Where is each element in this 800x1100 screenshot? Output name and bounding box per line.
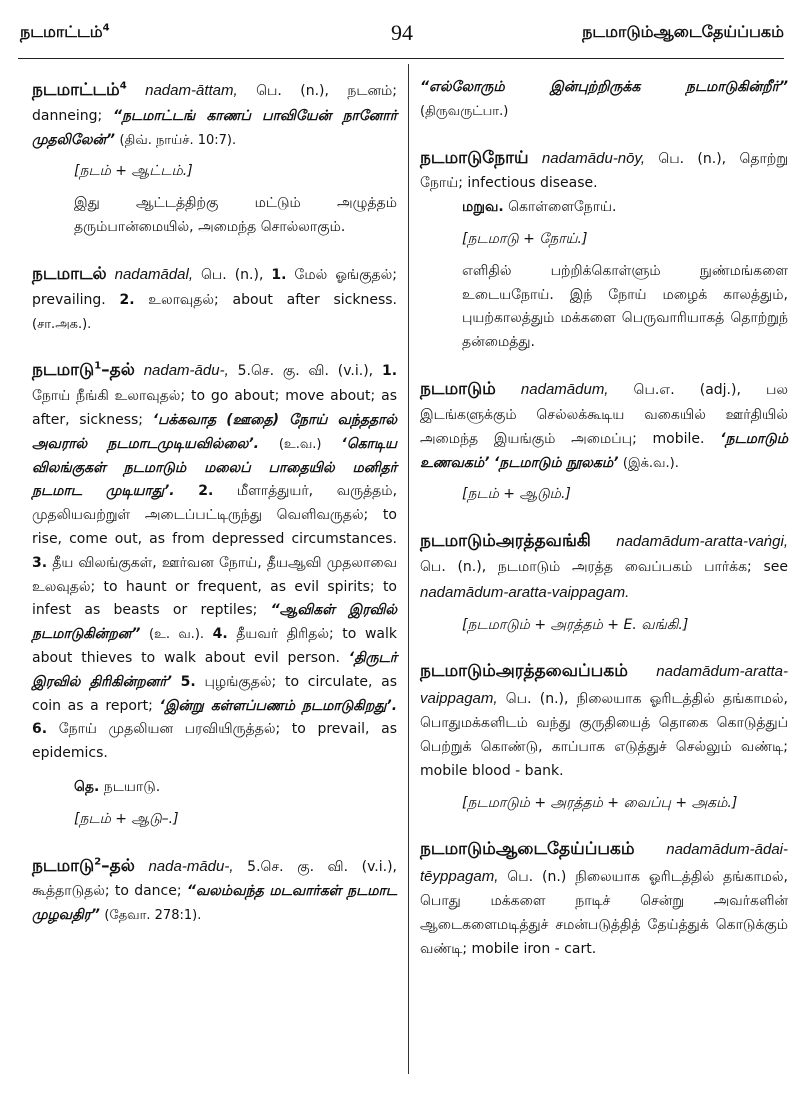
entry-nadamadum-adaiteyppagam <box>420 835 788 961</box>
sense-number: 1. <box>271 266 287 283</box>
citation-source: (திருவருட்பா.) <box>420 103 509 119</box>
gloss: பல இடங்களுக்கும் செல்லக்கூடிய வகையில் ஊர்தியில் அமைந்த இயங்கும் அமைப்பு; mobile. <box>420 382 789 447</box>
usage-note: இது ஆட்டத்திற்கு மட்டும் அழுத்தம் தரும்பான்மையில், அமைந்த சொல்லாகும். <box>74 195 397 236</box>
headword <box>32 360 135 380</box>
transliteration: nadamādum-ādai-tēyppagam, <box>420 841 788 886</box>
headword: நடமாடும்அரத்தவைப்பகம் <box>420 661 628 682</box>
sense-number: 2. <box>119 291 135 308</box>
etymology: [நடம் + ஆடு–.] <box>74 810 179 827</box>
sense-text: புழங்குதல்; to circulate, as coin as a report; <box>32 673 398 714</box>
citation-source: (இக்.வ.). <box>622 455 679 471</box>
citation: ‘நடமாடும் நூலகம்’ <box>493 454 619 471</box>
header-rule <box>18 58 784 59</box>
headword: நடமாடும் <box>420 379 496 400</box>
homonym-number: 2 <box>94 855 102 867</box>
headword-suffix: –தல் <box>101 360 135 381</box>
citation: “வலம்வந்த மடவார்கள் நடமாட முழவதிர” <box>32 883 398 924</box>
part-of-speech: பெ.எ. (adj.), <box>633 382 741 399</box>
citation-source: (சா.அக.). <box>32 316 92 332</box>
headword <box>32 80 127 100</box>
synonym <box>462 196 788 220</box>
sense-text: மீளாத்துயர், வருத்தம், முதலியவற்றுள் அடைப்பட்டிருந்து வெளிவருதல்; to rise, come out, as from depressed circumstances. <box>32 483 398 548</box>
gloss: நிலையாக ஓரிடத்தில் தங்காமல், பொதுமக்களிடம் வந்து குருதியைத் தொகை கொடுத்துப் பெற்றுக் கொண்டு, காப்பாக எடுத்துச் செல்லும் வண்டி; mobile blood - bank. <box>420 691 788 779</box>
entry-nadamadum-arattavaippagam <box>420 657 788 815</box>
sense-text: நோய் நீங்கி உலாவுதல்; to go about; move about; as after, sickness; <box>32 388 397 429</box>
part-of-speech: 5.செ. கு. வி. (v.i.), <box>237 363 374 380</box>
gloss: நடனம்; danneing; <box>32 83 398 124</box>
sense-text: தீயவர் திரிதல்; to walk about thieves to walk about evil person. <box>32 626 397 667</box>
column-divider <box>408 64 409 1074</box>
part-of-speech: பெ. (n.), <box>505 691 569 708</box>
cross-reference: nadamādum-aratta-vaippagam. <box>420 583 630 601</box>
etymology: [நடமாடும் + அரத்தம் + வைப்பு + அகம்.] <box>462 794 738 811</box>
usage-note: எளிதில் பற்றிக்கொள்ளும் நுண்மங்களை உடையநோய். இந் நோய் மழைக் காலத்தும், புயற்காலத்தும் மக்களை பெருவாரியாகத் தொற்றுந் தன்மைத்து. <box>462 262 788 351</box>
citation: ‘பக்கவாத (ஊதை) நோய் வந்ததால் அவரால் நடமாடமுடியவில்லை’. <box>32 412 397 452</box>
headword-suffix: –தல் <box>101 855 135 876</box>
headword-text: நடமாட்டம் <box>32 80 120 100</box>
sense-number: 3. <box>32 554 48 571</box>
cognate-text: நடயாடு. <box>103 779 161 795</box>
sense-text: நோய் முதலியன பரவியிருத்தல்; to prevail, as epidemics. <box>32 721 397 762</box>
homonym-number: 1 <box>94 360 102 372</box>
headword <box>32 856 135 876</box>
citation: ‘கொடிய விலங்குகள் நடமாடும் மலைப் பாதையில் மனிதர் நடமாட முடியாது’. <box>32 435 398 500</box>
entry-nadamadum <box>420 375 788 507</box>
right-column <box>420 76 788 981</box>
etymology: [நடமாடு + நோய்.] <box>462 231 588 248</box>
header-left-text: நடமாட்டம் <box>20 22 103 41</box>
part-of-speech: பெ. (n.) <box>507 869 567 886</box>
gloss: கூத்தாடுதல்; to dance; <box>32 883 182 900</box>
gloss: தொற்று நோய்; infectious disease. <box>420 150 789 192</box>
headword-text: நடமாடு <box>32 855 95 876</box>
transliteration: nadam-ādu-, <box>143 362 229 380</box>
transliteration: nadam-āttam, <box>145 82 238 99</box>
homonym-number: 4 <box>119 80 127 92</box>
sense-text: தீய விலங்குகள், ஊர்வன நோய், தீயஆவி முதலாவை உலவுதல்; to haunt or frequent, as evil spirits; to infest as beasts or reptiles; <box>32 554 397 619</box>
transliteration: nadamādal, <box>114 265 194 283</box>
citation: ‘நடமாடும் உணவகம்’ <box>420 430 789 471</box>
left-column <box>32 76 397 948</box>
sense-text: மேல் ஓங்குதல்; prevailing. <box>32 266 398 308</box>
transliteration: nada-mādu-, <box>148 857 234 875</box>
entry-nadamadu-2 <box>32 852 397 928</box>
part-of-speech: பெ. (n.), <box>658 150 727 167</box>
etymology: [நடம் + ஆடும்.] <box>462 486 571 503</box>
headword: நடமாடும்ஆடைதேய்ப்பகம் <box>420 839 635 860</box>
header-right-guide-word: நடமாடும்ஆடைதேய்ப்பகம் <box>582 22 784 41</box>
transliteration: nadamādu-nōy, <box>541 149 646 167</box>
part-of-speech: பெ. (n.), <box>200 266 264 283</box>
entry-continuation <box>420 76 788 124</box>
transliteration: nadamādum-aratta-vaippagam, <box>420 663 788 708</box>
headword-text: நடமாடு <box>32 360 95 381</box>
part-of-speech: 5.செ. கு. வி. (v.i.), <box>247 858 398 875</box>
citation-source: (உ. வ.). <box>148 627 205 643</box>
sense-number: 4. <box>212 626 228 643</box>
entry-nadamadunoy <box>420 144 788 355</box>
entry-nadamadu-1 <box>32 356 397 831</box>
citation-source: (தேவா. 278:1). <box>104 908 202 924</box>
citation: ‘இன்று கள்ளப்பணம் நடமாடுகிறது’. <box>159 697 398 714</box>
part-of-speech: பெ. (n.), <box>256 83 329 99</box>
headword: நடமாடல் <box>32 263 107 284</box>
entry-nadamadal <box>32 260 397 336</box>
synonym-text: கொள்ளைநோய். <box>508 199 617 216</box>
etymology: [நடமாடும் + அரத்தம் + E. வங்கி.] <box>462 616 689 633</box>
entry-nadamattam <box>32 76 397 240</box>
headword: நடமாடுநோய் <box>420 147 529 168</box>
citation: “எல்லோரும் இன்புற்றிருக்க நடமாடுகின்றீர்” <box>420 79 788 95</box>
sense-number: 2. <box>198 483 214 500</box>
header-left-superscript: 4 <box>102 22 110 34</box>
page-number: 94 <box>391 20 413 45</box>
transliteration: nadamādum, <box>520 381 609 399</box>
gloss: நிலையாக ஓரிடத்தில் தங்காமல், பொது மக்களை நாடிச் சென்று அவர்களின் ஆடைகளைமடித்துச் சமன்படுத்தித் தேய்த்துக் கொடுக்கும் வண்டி; mobile iron - cart. <box>420 869 788 957</box>
headword: நடமாடும்அரத்தவங்கி <box>420 531 591 552</box>
running-header <box>20 8 784 48</box>
citation: ‘திருடர் இரவில் திரிகின்றனர்’ <box>32 650 398 690</box>
sense-text: உலாவுதல்; about after sickness. <box>148 291 398 308</box>
part-of-speech: பெ. (n.), <box>420 559 487 576</box>
cognate <box>74 776 397 800</box>
citation-source: (திவ். நாய்ச். 10:7). <box>119 132 237 148</box>
sense-number: 6. <box>32 721 48 738</box>
sense-number: 1. <box>381 363 398 380</box>
citation: “ஆவிகள் இரவில் நடமாடுகின்றன” <box>32 602 397 643</box>
cognate-label: தெ. <box>74 779 100 795</box>
sense-number: 5. <box>180 673 196 690</box>
citation-source: (உ.வ.) <box>278 436 322 452</box>
etymology: [நடம் + ஆட்டம்.] <box>74 163 193 180</box>
synonym-label: மறுவ. <box>462 199 504 216</box>
transliteration: nadamādum-aratta-vaṅgi, <box>616 533 788 551</box>
entry-nadamadum-arattavangi <box>420 527 788 637</box>
citation: “நடமாட்டங் காணப் பாவியேன் நானோர் முதலிலேன்” <box>32 107 398 148</box>
gloss: நடமாடும் அரத்த வைப்பகம் பார்க்க; see <box>497 559 788 576</box>
